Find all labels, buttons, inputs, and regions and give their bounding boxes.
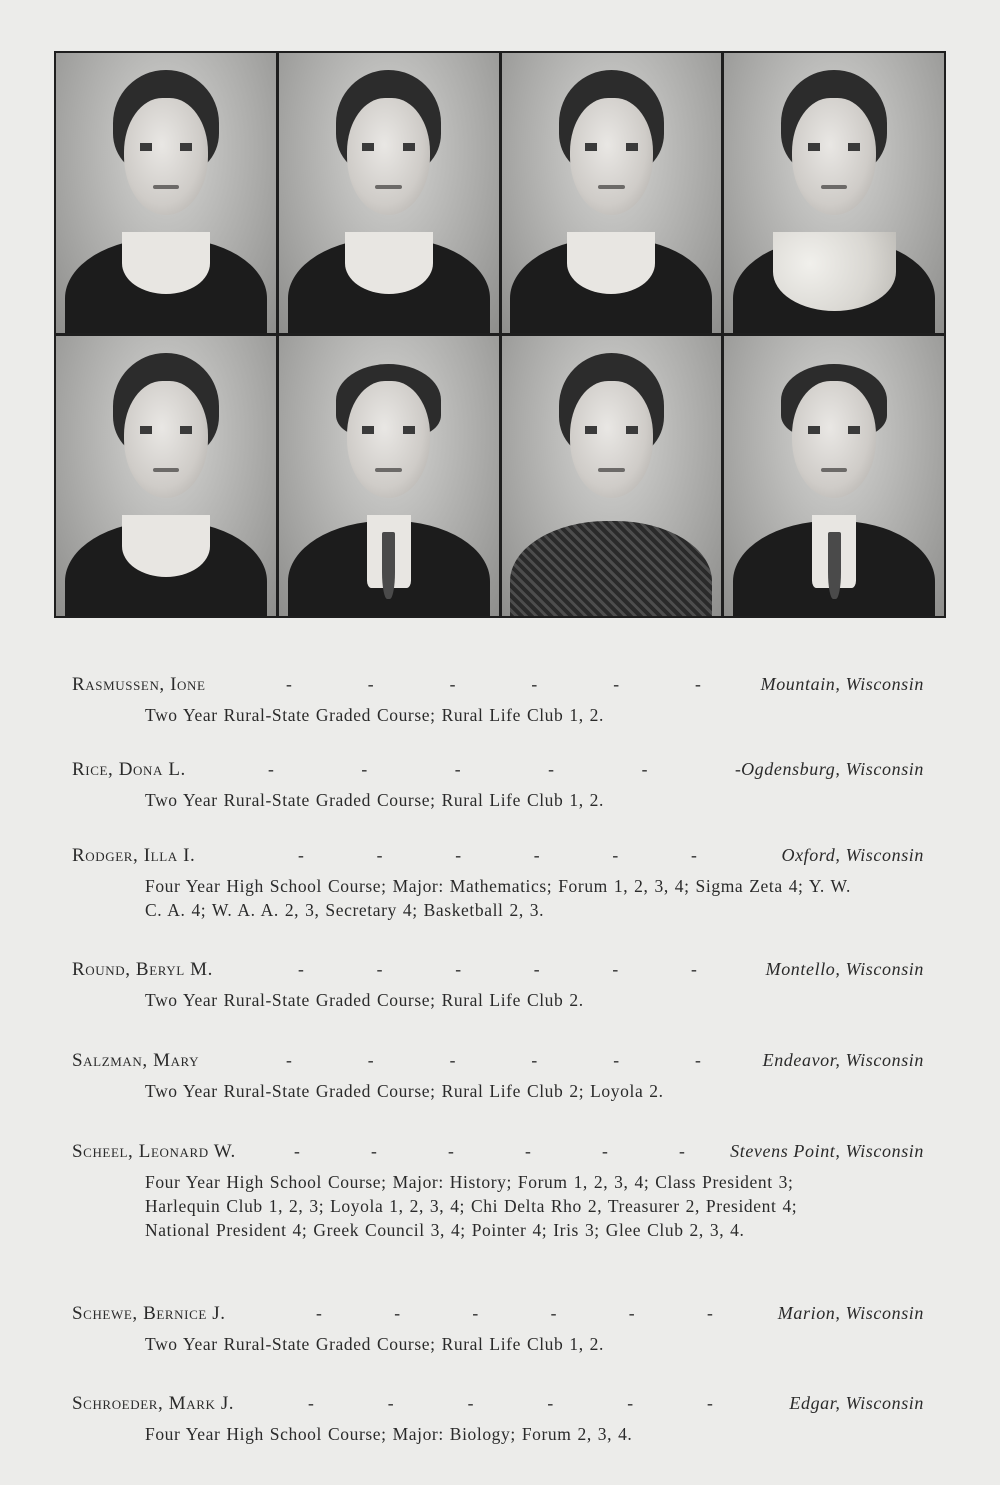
student-name: Salzman, Mary [72, 1050, 200, 1071]
student-hometown: Montello, Wisconsin [765, 959, 924, 979]
student-entry: Round, Beryl M. - - - - - - Montello, Wisconsin Two Year Rural-State Graded Course; Rural Life Club 2. [72, 959, 924, 1010]
student-name: Rasmussen, Ione [72, 674, 206, 695]
student-details: Two Year Rural-State Graded Course; Rural Life Club 2. [145, 990, 584, 1010]
student-name: Round, Beryl M. [72, 959, 214, 980]
student-hometown: Marion, Wisconsin [777, 1303, 924, 1323]
student-hometown: Edgar, Wisconsin [789, 1393, 924, 1413]
student-hometown: Endeavor, Wisconsin [762, 1050, 924, 1070]
student-hometown: Mountain, Wisconsin [760, 674, 924, 694]
student-entry: Scheel, Leonard W. - - - - - - Stevens Point, Wisconsin Four Year High School Course; Major: History; Forum 1, 2, 3, 4; Class President 3; Harlequin Club 1, 2, 3; Loyola 1, 2, 3, 4; Chi Delta Rho 2, Treasurer 2, President 4; National President 4; Greek Council 3, 4; Pointer 4; Iris 3; Glee Club 2, 3, 4. [72, 1141, 924, 1240]
student-name: Scheel, Leonard W. [72, 1141, 236, 1162]
student-hometown: Oxford, Wisconsin [781, 845, 924, 865]
student-hometown: Ogdensburg, Wisconsin [741, 759, 924, 779]
student-name: Schewe, Bernice J. [72, 1303, 226, 1324]
student-entry: Salzman, Mary - - - - - - Endeavor, Wisconsin Two Year Rural-State Graded Course; Rural Life Club 2; Loyola 2. [72, 1050, 924, 1101]
student-name: Rice, Dona L. [72, 759, 186, 780]
student-entry: Rice, Dona L. - - - - - - Ogdensburg, Wisconsin Two Year Rural-State Graded Course; Rural Life Club 1, 2. [72, 759, 924, 810]
student-entry: Schewe, Bernice J. - - - - - - Marion, Wisconsin Two Year Rural-State Graded Course; Rural Life Club 1, 2. [72, 1303, 924, 1354]
student-details: Two Year Rural-State Graded Course; Rural Life Club 1, 2. [145, 790, 604, 810]
student-name: Rodger, Illa I. [72, 845, 196, 866]
student-details: Two Year Rural-State Graded Course; Rural Life Club 2; Loyola 2. [145, 1081, 664, 1101]
student-details: Four Year High School Course; Major: Biology; Forum 2, 3, 4. [145, 1424, 633, 1444]
student-entry: Rodger, Illa I. - - - - - - Oxford, Wisconsin Four Year High School Course; Major: Mathematics; Forum 1, 2, 3, 4; Sigma Zeta 4; Y. W. C. A. 4; W. A. A. 2, 3, Secretary 4; Basketball 2, 3. [72, 845, 924, 920]
student-entry: Schroeder, Mark J. - - - - - - Edgar, Wisconsin Four Year High School Course; Major: Biology; Forum 2, 3, 4. [72, 1393, 924, 1444]
student-details: Two Year Rural-State Graded Course; Rural Life Club 1, 2. [145, 705, 604, 725]
student-details: Four Year High School Course; Major: History; Forum 1, 2, 3, 4; Class President 3; Harlequin Club 1, 2, 3; Loyola 1, 2, 3, 4; Chi Delta Rho 2, Treasurer 2, President 4; National President 4; Greek Council 3, 4; Pointer 4; Iris 3; Glee Club 2, 3, 4. [145, 1172, 798, 1240]
student-details: Two Year Rural-State Graded Course; Rural Life Club 1, 2. [145, 1334, 604, 1354]
student-name: Schroeder, Mark J. [72, 1393, 235, 1414]
student-details: Four Year High School Course; Major: Mathematics; Forum 1, 2, 3, 4; Sigma Zeta 4; Y. W. C. A. 4; W. A. A. 2, 3, Secretary 4; Basketball 2, 3. [145, 876, 851, 920]
student-hometown: Stevens Point, Wisconsin [730, 1141, 924, 1161]
student-entry: Rasmussen, Ione - - - - - - Mountain, Wisconsin Two Year Rural-State Graded Course; Rural Life Club 1, 2. [72, 674, 924, 725]
